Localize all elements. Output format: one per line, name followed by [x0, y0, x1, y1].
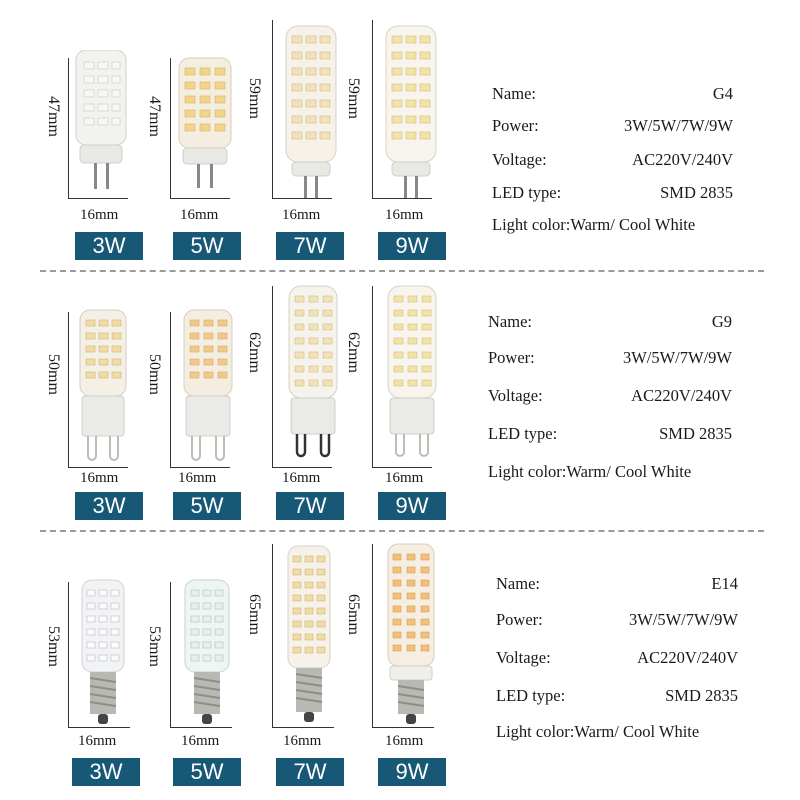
width-label: 16mm [385, 733, 424, 749]
wattage-badge: 3W [75, 492, 143, 520]
section-g9 [0, 272, 800, 527]
height-label: 62mm [345, 332, 362, 373]
wattage-badge: 7W [276, 232, 344, 260]
wattage-badge: 9W [378, 492, 446, 520]
height-dimension-line [170, 312, 171, 467]
width-label: 16mm [283, 733, 322, 749]
spec-power-label: Power: [492, 116, 539, 135]
g4-bulb-image [382, 22, 442, 200]
spec-power-label: Power: [488, 348, 535, 367]
wattage-badge: 7W [276, 758, 344, 786]
width-label: 16mm [78, 733, 117, 749]
width-label: 16mm [178, 470, 217, 486]
spec-power-value: 3W/5W/7W/9W [623, 116, 733, 135]
g9-bulb-image [285, 284, 341, 464]
height-label: 47mm [146, 96, 163, 137]
e14-bulb-image [182, 578, 232, 728]
height-dimension-line [68, 312, 69, 467]
width-dimension-line [372, 467, 432, 468]
spec-name-label: Name: [492, 84, 536, 103]
height-label: 59mm [246, 78, 263, 119]
height-dimension-line [372, 20, 373, 198]
g9-bulb-image [180, 308, 236, 468]
width-label: 16mm [385, 207, 424, 223]
height-dimension-line [170, 58, 171, 198]
height-dimension-line [372, 286, 373, 467]
width-dimension-line [68, 198, 128, 199]
e14-bulb-image [284, 544, 334, 730]
spec-name-label: Name: [488, 312, 532, 331]
e14-bulb-image [78, 578, 128, 728]
width-dimension-line [170, 198, 230, 199]
spec-voltage-value: AC220V/240V [631, 386, 732, 405]
wattage-badge: 5W [173, 492, 241, 520]
g4-bulb-image [72, 50, 132, 190]
spec-led-value: SMD 2835 [659, 424, 732, 443]
spec-led-label: LED type: [488, 424, 558, 443]
height-label: 65mm [246, 594, 263, 635]
height-label: 53mm [146, 626, 163, 667]
width-label: 16mm [80, 207, 119, 223]
spec-led-label: LED type: [492, 183, 562, 202]
spec-voltage-label: Voltage: [492, 150, 547, 169]
e14-bulb-image [384, 542, 438, 728]
spec-light-color: Light color:Warm/ Cool White [488, 462, 692, 481]
spec-light-color: Light color:Warm/ Cool White [496, 722, 700, 741]
g4-bulb-image [175, 50, 235, 190]
width-label: 16mm [80, 470, 119, 486]
section-e14 [0, 532, 800, 800]
width-label: 16mm [181, 733, 220, 749]
spec-voltage-value: AC220V/240V [637, 648, 738, 667]
spec-name-value: E14 [711, 574, 738, 593]
height-label: 50mm [146, 354, 163, 395]
wattage-badge: 5W [173, 758, 241, 786]
width-dimension-line [272, 467, 332, 468]
height-dimension-line [372, 544, 373, 727]
height-label: 65mm [345, 594, 362, 635]
height-label: 50mm [45, 354, 62, 395]
height-dimension-line [272, 286, 273, 467]
g4-bulb-image [282, 22, 342, 200]
spec-led-label: LED type: [496, 686, 566, 705]
spec-voltage-label: Voltage: [488, 386, 543, 405]
width-label: 16mm [180, 207, 219, 223]
wattage-badge: 3W [75, 232, 143, 260]
height-dimension-line [170, 582, 171, 727]
wattage-badge: 7W [276, 492, 344, 520]
width-label: 16mm [385, 470, 424, 486]
height-dimension-line [68, 58, 69, 198]
height-label: 47mm [45, 96, 62, 137]
spec-name-value: G9 [711, 312, 732, 331]
height-dimension-line [272, 20, 273, 198]
width-label: 16mm [282, 207, 321, 223]
height-label: 53mm [45, 626, 62, 667]
spec-light-color: Light color:Warm/ Cool White [492, 215, 696, 234]
height-dimension-line [68, 582, 69, 727]
spec-power-label: Power: [496, 610, 543, 629]
spec-name-label: Name: [496, 574, 540, 593]
wattage-badge: 3W [72, 758, 140, 786]
height-label: 59mm [345, 78, 362, 119]
height-dimension-line [272, 544, 273, 727]
spec-power-value: 3W/5W/7W/9W [622, 348, 732, 367]
g9-bulb-image [384, 284, 440, 464]
width-label: 16mm [282, 470, 321, 486]
spec-name-value: G4 [712, 84, 733, 103]
wattage-badge: 9W [378, 758, 446, 786]
spec-power-value: 3W/5W/7W/9W [628, 610, 738, 629]
spec-led-value: SMD 2835 [665, 686, 738, 705]
spec-voltage-label: Voltage: [496, 648, 551, 667]
spec-voltage-value: AC220V/240V [632, 150, 733, 169]
height-label: 62mm [246, 332, 263, 373]
spec-led-value: SMD 2835 [660, 183, 733, 202]
section-g4 [0, 0, 800, 270]
wattage-badge: 5W [173, 232, 241, 260]
wattage-badge: 9W [378, 232, 446, 260]
g9-bulb-image [76, 308, 130, 468]
